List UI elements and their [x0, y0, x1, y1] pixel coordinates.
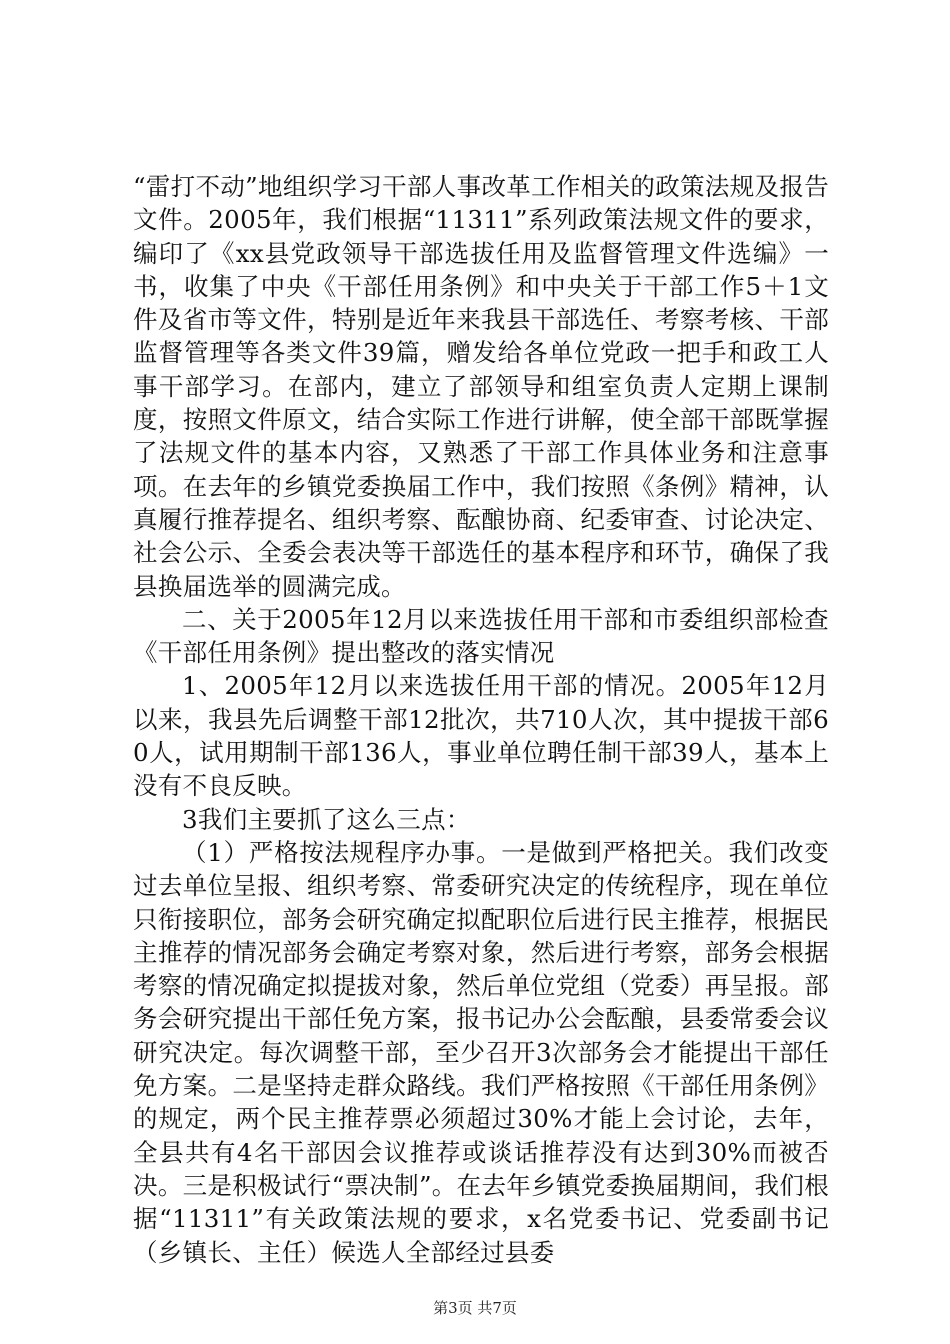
page-footer: 第3页 共7页 — [433, 1299, 517, 1317]
paragraph-3: 1、2005年12月以来选拔任用干部的情况。2005年12月以来，我县先后调整干部12批次，共710人次，其中提拔干部60人，试用期制干部136人，事业单位聘任制干部39人，基本上没有不良反映。 — [133, 671, 829, 801]
paragraph-5: （1）严格按法规程序办事。一是做到严格把关。我们改变过去单位呈报、组织考察、常委研究决定的传统程序，现在单位只衔接职位，部务会研究确定拟配职位后进行民主推荐，根据民主推荐的情况部务会确定考察对象，然后进行考察，部务会根据考察的情况确定拟提拔对象，然后单位党组（党委）再呈报。部务会研究提出干部任免方案，报书记办公会酝酿，县委常委会议研究决定。每次调整干部，至少召开3次部务会才能提出干部任免方案。二是坚持走群众路线。我们严格按照《干部任用条例》的规定，两个民主推荐票必须超过30%才能上会讨论，去年，全县共有4名干部因会议推荐或谈话推荐没有达到30%而被否决。三是积极试行“票决制”。在去年乡镇党委换届期间，我们根据“11311”有关政策法规的要求，x名党委书记、党委副书记（乡镇长、主任）候选人全部经过县委 — [133, 837, 829, 1267]
section-heading-2: 二、关于2005年12月以来选拔任用干部和市委组织部检查《干部任用条例》提出整改的落实情况 — [133, 604, 829, 668]
paragraph-1: “雷打不动”地组织学习干部人事改革工作相关的政策法规及报告文件。2005年，我们根据“11311”系列政策法规文件的要求，编印了《xx县党政领导干部选拔任用及监督管理文件选编》一书，收集了中央《干部任用条例》和中央关于干部工作5＋1文件及省市等文件，特别是近年来我县干部选任、考察考核、干部监督管理等各类文件39篇，赠发给各单位党政一把手和政工人事干部学习。在部内，建立了部领导和组室负责人定期上课制度，按照文件原文，结合实际工作进行讲解，使全部干部既掌握了法规文件的基本内容，又熟悉了干部工作具体业务和注意事项。在去年的乡镇党委换届工作中，我们按照《条例》精神，认真履行推荐提名、组织考察、酝酿协商、纪委审查、讨论决定、社会公示、全委会表决等干部选任的基本程序和环节，确保了我县换届选举的圆满完成。 — [133, 172, 829, 601]
paragraph-4: 3我们主要抓了这么三点： — [182, 804, 471, 834]
document-body — [133, 170, 829, 1269]
